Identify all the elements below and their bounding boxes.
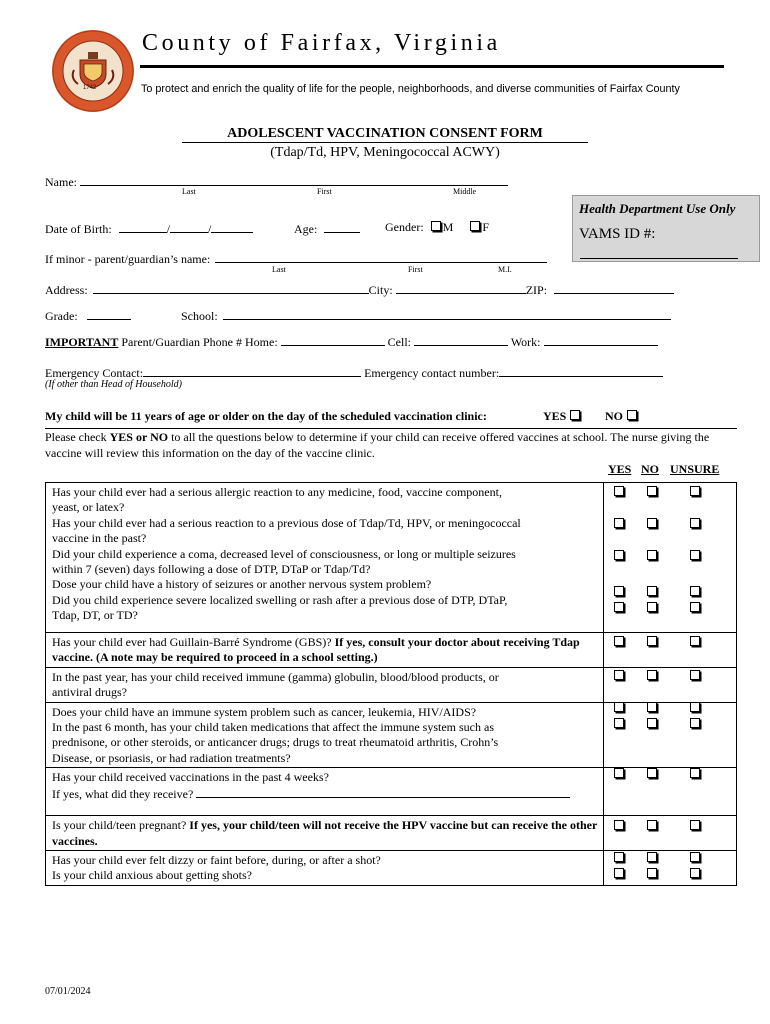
instructions-bold: YES or NO (109, 430, 169, 444)
answer-no-checkbox[interactable] (647, 636, 657, 646)
seal-year: 1742 (83, 85, 97, 91)
zip-label: ZIP: (525, 283, 548, 297)
address-row (45, 281, 674, 298)
q-line: vaccine in the past? (52, 531, 147, 546)
gender-label: Gender: (385, 220, 424, 234)
answer-yes-checkbox[interactable] (614, 636, 624, 646)
age-yes-label: YES (543, 409, 567, 423)
dob-label: Date of Birth: (45, 222, 112, 236)
answer-no-checkbox[interactable] (647, 550, 657, 560)
answer-unsure-checkbox[interactable] (690, 602, 700, 612)
grade-field[interactable] (87, 307, 131, 320)
age-label: Age: (294, 222, 318, 236)
name-sub-middle: Middle (453, 187, 477, 196)
school-label: School: (181, 309, 218, 323)
form-title-text: ADOLESCENT VACCINATION CONSENT FORM (227, 126, 543, 141)
footer-date: 07/01/2024 (45, 986, 91, 997)
grade-row (45, 307, 131, 324)
q-line: prednisone, or other steroids, or anticancer drugs; drugs to treat rheumatoid arthritis, Crohn’s (52, 735, 499, 750)
gender-m-label: M (442, 220, 454, 234)
header-rule (140, 65, 724, 68)
vaccinations-received-field[interactable] (196, 786, 570, 798)
question-row (46, 851, 737, 886)
grade-label: Grade: (45, 309, 78, 323)
answer-yes-checkbox[interactable] (614, 768, 624, 778)
age-no-group (605, 409, 639, 424)
q-line: Tdap, DT, or TD? (52, 608, 138, 623)
q-line: Did your child experience a coma, decreased level of consciousness, or long or multiple seizures (52, 546, 516, 561)
answer-yes-checkbox[interactable] (614, 702, 624, 712)
answer-yes-checkbox[interactable] (614, 486, 624, 496)
city-field[interactable] (396, 281, 526, 294)
answer-unsure-checkbox[interactable] (690, 702, 700, 712)
county-seal (52, 30, 134, 112)
q-line: Is your child anxious about getting shots? (52, 868, 252, 883)
col-unsure-header: UNSURE (670, 462, 720, 476)
emergency-label: Emergency Contact: (45, 366, 144, 380)
cell-phone-field[interactable] (414, 333, 508, 346)
phone-row (45, 333, 658, 350)
answer-no-checkbox[interactable] (647, 586, 657, 596)
q-line: antiviral drugs? (52, 685, 127, 700)
answer-yes-checkbox[interactable] (614, 820, 624, 830)
zip-field[interactable] (554, 281, 674, 294)
answer-yes-checkbox[interactable] (614, 518, 624, 528)
answer-yes-checkbox[interactable] (614, 868, 624, 878)
question-text (46, 851, 604, 886)
age-question: My child will be 11 years of age or older on the day of the scheduled vaccination clinic: (45, 409, 487, 423)
question-text (46, 816, 604, 851)
q-line: Has your child ever had a serious reaction to a previous dose of Tdap/Td, HPV, or meningococcal (52, 515, 521, 530)
address-field[interactable] (93, 281, 369, 294)
guardian-label: If minor - parent/guardian’s name: (45, 252, 211, 266)
answer-unsure-checkbox[interactable] (690, 868, 700, 878)
answer-yes-checkbox[interactable] (614, 602, 624, 612)
answer-no-checkbox[interactable] (647, 670, 657, 680)
answer-no-checkbox[interactable] (647, 768, 657, 778)
city-label: City: (368, 283, 393, 297)
work-label: Work: (510, 335, 541, 349)
answer-yes-checkbox[interactable] (614, 550, 624, 560)
school-row (181, 307, 671, 324)
answer-no-checkbox[interactable] (647, 820, 657, 830)
instructions-post: to all the questions below to determine if your child can receive offered vaccines at school. The nurse giving the vaccine will review this information on the day of the vaccine clinic. (45, 430, 710, 460)
emergency-number-field[interactable] (499, 364, 663, 377)
age-no-checkbox[interactable] (627, 410, 637, 420)
instructions-pre: Please check (45, 430, 110, 444)
important-label: IMPORTANT (45, 335, 119, 349)
name-label: Name: (45, 175, 77, 189)
question-row (46, 483, 737, 633)
age-yes-group (543, 409, 582, 424)
name-row (45, 173, 508, 190)
answer-unsure-checkbox[interactable] (690, 670, 700, 680)
answer-no-checkbox[interactable] (647, 868, 657, 878)
q-line: Disease, or psoriasis, or had radiation treatments? (52, 750, 291, 765)
q-text: Is your child/teen pregnant? (52, 818, 187, 833)
question-row (46, 633, 737, 668)
emergency-number-label: Emergency contact number: (364, 366, 500, 380)
vams-field[interactable] (580, 258, 738, 259)
section-rule (45, 428, 737, 429)
q-line: Does your child have an immune system problem such as cancer, leukemia, HIV/AIDS? (52, 704, 477, 719)
name-field[interactable] (80, 173, 508, 186)
answer-no-checkbox[interactable] (647, 602, 657, 612)
guardian-field[interactable] (215, 250, 547, 263)
age-yes-checkbox[interactable] (570, 410, 580, 420)
health-dept-box (572, 195, 760, 262)
age-row (294, 220, 360, 237)
q-line: yeast, or latex? (52, 500, 125, 515)
questions-table (45, 482, 737, 886)
gender-row (385, 220, 489, 235)
q-line: Has your child received vaccinations in the past 4 weeks? (52, 770, 329, 785)
vams-label: VAMS ID #: (579, 226, 656, 242)
answer-no-checkbox[interactable] (647, 518, 657, 528)
answer-yes-checkbox[interactable] (614, 586, 624, 596)
answer-unsure-checkbox[interactable] (690, 718, 700, 728)
gender-f-label: F (482, 220, 490, 234)
question-row (46, 667, 737, 702)
tagline: To protect and enrich the quality of life for the people, neighborhoods, and diverse communities of Fairfax County (141, 83, 680, 95)
q-line: If yes, what did they receive? (52, 786, 194, 801)
answer-no-checkbox[interactable] (647, 702, 657, 712)
question-text (46, 483, 604, 633)
question-text (46, 702, 604, 768)
dob-year-field[interactable] (211, 220, 253, 233)
question-text (46, 633, 604, 668)
phone-label: Parent/Guardian Phone # Home: (121, 335, 278, 349)
answer-no-checkbox[interactable] (647, 486, 657, 496)
question-row (46, 768, 737, 816)
question-row (46, 816, 737, 851)
gender-m-checkbox[interactable] (431, 221, 441, 231)
name-sub-last: Last (182, 187, 196, 196)
address-label: Address: (45, 283, 88, 297)
answer-yes-checkbox[interactable] (614, 670, 624, 680)
question-row (46, 702, 737, 768)
form-title (182, 126, 588, 143)
answer-no-checkbox[interactable] (647, 718, 657, 728)
question-text (46, 768, 604, 816)
dob-day-field[interactable] (170, 220, 208, 233)
answer-yes-checkbox[interactable] (614, 852, 624, 862)
health-dept-label: Health Department Use Only (579, 201, 736, 216)
answer-unsure-checkbox[interactable] (690, 486, 700, 496)
col-yes-header: YES (608, 462, 632, 476)
q-line: Dose your child have a history of seizures or another nervous system problem? (52, 577, 432, 592)
county-title: County of Fairfax, Virginia (142, 30, 501, 56)
q-bold: If yes, consult your doctor about receiving Tdap vaccine. (A note may be required to proceed in a school setting.) (52, 635, 580, 665)
answer-unsure-checkbox[interactable] (690, 586, 700, 596)
name-sub-first: First (317, 187, 332, 196)
form-subtitle: (Tdap/Td, HPV, Meningococcal ACWY) (270, 145, 500, 160)
age-field[interactable] (324, 220, 360, 233)
school-field[interactable] (223, 307, 671, 320)
dob-row: Date of Birth: / / (45, 220, 253, 237)
q-line: within 7 (seven) days following a dose of DTP, DTaP or Tdap/Td? (52, 562, 371, 577)
answer-unsure-checkbox[interactable] (690, 852, 700, 862)
gender-f-checkbox[interactable] (470, 221, 480, 231)
q-line: Has your child ever had a serious allergic reaction to any medicine, food, vaccine component, (52, 485, 502, 499)
guardian-row (45, 250, 547, 267)
answer-unsure-checkbox[interactable] (690, 518, 700, 528)
answer-unsure-checkbox[interactable] (690, 820, 700, 830)
answer-no-checkbox[interactable] (647, 852, 657, 862)
q-line-with-field (52, 786, 599, 802)
q-line: Has your child ever felt dizzy or faint before, during, or after a shot? (52, 853, 381, 868)
q-bold: If yes, your child/teen will not receive the HPV vaccine but can receive the other vaccines. (52, 818, 598, 848)
dob-month-field[interactable] (119, 220, 167, 233)
guardian-sub-last: Last (272, 265, 286, 274)
answer-unsure-checkbox[interactable] (690, 768, 700, 778)
guardian-sub-mi: M.I. (498, 265, 512, 274)
q-text: Has your child ever had Guillain-Barré Syndrome (GBS)? (52, 635, 332, 649)
col-no-header: NO (641, 462, 659, 476)
cell-label: Cell: (387, 335, 412, 349)
age-no-label: NO (605, 409, 623, 423)
guardian-sub-first: First (408, 265, 423, 274)
emergency-note: (If other than Head of Household) (45, 379, 182, 390)
q-line: In the past 6 month, has your child taken medications that affect the immune system such as (52, 720, 495, 735)
q-line: Did you child experience severe localized swelling or rash after a previous dose of DTP, DTaP, (52, 592, 508, 607)
instructions (45, 430, 745, 461)
answer-unsure-checkbox[interactable] (690, 550, 700, 560)
q-line: In the past year, has your child received immune (gamma) globulin, blood/blood products, or (52, 669, 499, 684)
question-text (46, 667, 604, 702)
emergency-contact-field[interactable] (143, 364, 361, 377)
answer-unsure-checkbox[interactable] (690, 636, 700, 646)
home-phone-field[interactable] (281, 333, 385, 346)
work-phone-field[interactable] (544, 333, 658, 346)
answer-yes-checkbox[interactable] (614, 718, 624, 728)
